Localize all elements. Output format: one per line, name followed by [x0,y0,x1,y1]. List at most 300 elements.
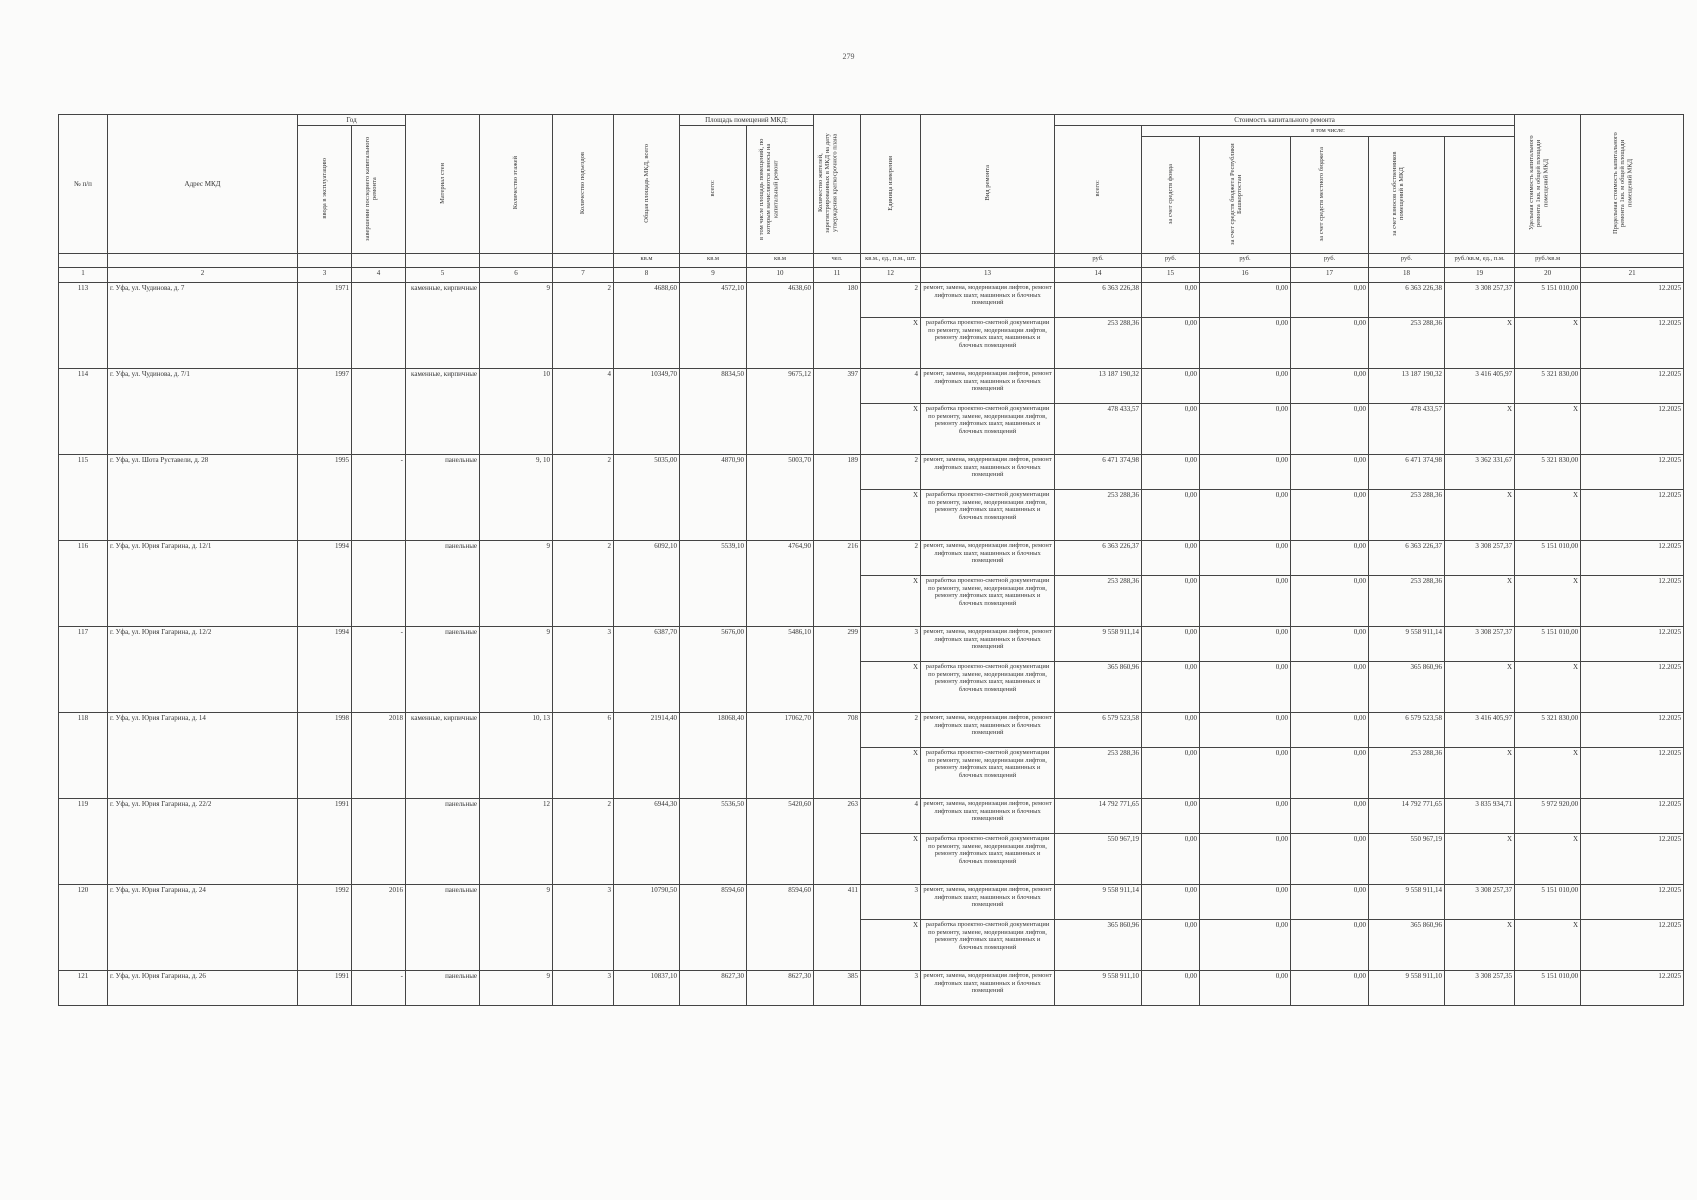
unit-cell [108,254,298,268]
cost-local: 0,00 [1291,541,1369,576]
work-qty: X [861,318,921,369]
cost-fund: 0,00 [1142,834,1200,885]
table-row [59,885,1684,920]
column-numbers-row [59,268,1684,283]
table-body [59,283,1684,1006]
completion-date: 12.2025 [1581,369,1684,404]
cost-owners: 253 288,36 [1369,490,1445,541]
row-residents: 385 [814,971,861,1006]
work-type: разработка проектно-сметной документации по ремонту, замене, модернизации лифтов, ремонту лифтовых шахт, машинных и блочных помещений [921,834,1055,885]
cost-republic: 0,00 [1200,369,1291,404]
cost-local: 0,00 [1291,369,1369,404]
cost-republic: 0,00 [1200,885,1291,920]
row-entrances: 3 [553,971,614,1006]
cost-republic: 0,00 [1200,404,1291,455]
row-area-all: 4870,90 [680,455,747,541]
cost-total: 9 558 911,10 [1055,971,1142,1006]
unit-cell: руб. [1055,254,1142,268]
cost-republic: 0,00 [1200,490,1291,541]
cost-local: 0,00 [1291,455,1369,490]
row-floors: 9 [480,885,553,971]
completion-date: 12.2025 [1581,748,1684,799]
row-floors: 12 [480,799,553,885]
work-type: ремонт, замена, модернизация лифтов, ремонт лифтовых шахт, машинных и блочных помещений [921,713,1055,748]
header-entrances: Количество подъездов [553,115,614,254]
cost-fund: 0,00 [1142,576,1200,627]
table-row [59,455,1684,490]
cost-local: 0,00 [1291,627,1369,662]
row-last-repair [352,369,406,455]
work-type: ремонт, замена, модернизация лифтов, ремонт лифтовых шахт, машинных и блочных помещений [921,627,1055,662]
row-entrances: 2 [553,541,614,627]
completion-date: 12.2025 [1581,576,1684,627]
repair-plan-table [58,114,1684,1006]
cost-local: 0,00 [1291,971,1369,1006]
row-total-area: 21914,40 [614,713,680,799]
row-area-fee: 5486,10 [747,627,814,713]
completion-date: 12.2025 [1581,885,1684,920]
work-qty: 2 [861,541,921,576]
cost-unit: 3 308 257,37 [1445,283,1515,318]
work-type: ремонт, замена, модернизация лифтов, ремонт лифтовых шахт, машинных и блочных помещений [921,541,1055,576]
row-last-repair [352,541,406,627]
cost-fund: 0,00 [1142,627,1200,662]
row-total-area: 5035,00 [614,455,680,541]
header-unit-measure: Единица измерения [861,115,921,254]
cost-republic: 0,00 [1200,713,1291,748]
cost-limit: X [1515,748,1581,799]
table-row [59,971,1684,1006]
completion-date: 12.2025 [1581,455,1684,490]
cost-unit: 3 362 331,67 [1445,455,1515,490]
completion-date: 12.2025 [1581,490,1684,541]
row-number: 115 [59,455,108,541]
row-floors: 9, 10 [480,455,553,541]
row-area-all: 18068,40 [680,713,747,799]
row-address: г. Уфа, ул. Юрия Гагарина, д. 26 [108,971,298,1006]
cost-republic: 0,00 [1200,627,1291,662]
row-number: 114 [59,369,108,455]
unit-cell [1581,254,1684,268]
cost-unit: X [1445,576,1515,627]
column-number-cell: 14 [1055,268,1142,283]
row-total-area: 6387,70 [614,627,680,713]
column-number-cell: 6 [480,268,553,283]
work-qty: X [861,748,921,799]
cost-fund: 0,00 [1142,283,1200,318]
cost-total: 6 579 523,58 [1055,713,1142,748]
row-material: каменные, кирпичные [406,369,480,455]
work-type: разработка проектно-сметной документации по ремонту, замене, модернизации лифтов, ремонту лифтовых шахт, машинных и блочных помещений [921,920,1055,971]
unit-cell: руб. [1142,254,1200,268]
header-cost-local: за счет средств местного бюджета [1291,137,1369,254]
row-year: 1992 [298,885,352,971]
cost-total: 9 558 911,14 [1055,627,1142,662]
unit-cell [480,254,553,268]
cost-republic: 0,00 [1200,748,1291,799]
work-type: разработка проектно-сметной документации по ремонту, замене, модернизации лифтов, ремонту лифтовых шахт, машинных и блочных помещений [921,662,1055,713]
cost-unit: X [1445,662,1515,713]
work-qty: X [861,834,921,885]
cost-total: 6 471 374,98 [1055,455,1142,490]
row-year: 1991 [298,799,352,885]
column-number-cell: 10 [747,268,814,283]
cost-total: 6 363 226,38 [1055,283,1142,318]
header-area-group: Площадь помещений МКД: [680,115,814,126]
cost-total: 253 288,36 [1055,318,1142,369]
work-qty: 3 [861,627,921,662]
row-material: каменные, кирпичные [406,713,480,799]
header-total-area: Общая площадь МКД, всего [614,115,680,254]
row-residents: 397 [814,369,861,455]
unit-cell: руб./кв.м [1515,254,1581,268]
cost-total: 13 187 190,32 [1055,369,1142,404]
column-number-cell: 13 [921,268,1055,283]
header-unit-cost: Удельная стоимость капитального ремонта 1кв. м общей площади помещений МКД [1515,115,1581,254]
row-year: 1971 [298,283,352,369]
header-area-all: всего: [680,126,747,254]
work-type: разработка проектно-сметной документации по ремонту, замене, модернизации лифтов, ремонту лифтовых шахт, машинных и блочных помещений [921,404,1055,455]
cost-fund: 0,00 [1142,662,1200,713]
completion-date: 12.2025 [1581,627,1684,662]
column-number-cell: 12 [861,268,921,283]
unit-cell [406,254,480,268]
cost-local: 0,00 [1291,318,1369,369]
row-total-area: 6092,10 [614,541,680,627]
cost-republic: 0,00 [1200,318,1291,369]
cost-fund: 0,00 [1142,748,1200,799]
cost-owners: 9 558 911,10 [1369,971,1445,1006]
cost-owners: 550 967,19 [1369,834,1445,885]
cost-fund: 0,00 [1142,713,1200,748]
cost-fund: 0,00 [1142,885,1200,920]
row-residents: 299 [814,627,861,713]
cost-unit: X [1445,748,1515,799]
cost-owners: 6 363 226,38 [1369,283,1445,318]
cost-unit: 3 835 934,71 [1445,799,1515,834]
column-number-cell: 1 [59,268,108,283]
row-area-fee: 4764,90 [747,541,814,627]
row-area-all: 8627,30 [680,971,747,1006]
cost-owners: 9 558 911,14 [1369,627,1445,662]
cost-owners: 6 363 226,37 [1369,541,1445,576]
work-qty: 4 [861,799,921,834]
cost-limit: 5 151 010,00 [1515,541,1581,576]
table-row [59,627,1684,662]
unit-cell: кв.м [747,254,814,268]
column-number-cell: 4 [352,268,406,283]
completion-date: 12.2025 [1581,318,1684,369]
row-area-all: 5676,00 [680,627,747,713]
work-qty: 2 [861,713,921,748]
work-type: разработка проектно-сметной документации по ремонту, замене, модернизации лифтов, ремонту лифтовых шахт, машинных и блочных помещений [921,490,1055,541]
row-area-fee: 17062,70 [747,713,814,799]
unit-cell [921,254,1055,268]
cost-local: 0,00 [1291,283,1369,318]
header-work-type: Вид ремонта [921,115,1055,254]
cost-total: 253 288,36 [1055,748,1142,799]
row-year: 1994 [298,627,352,713]
table-row [59,541,1684,576]
row-area-all: 4572,10 [680,283,747,369]
cost-republic: 0,00 [1200,834,1291,885]
work-qty: 3 [861,885,921,920]
cost-unit: X [1445,404,1515,455]
work-type: разработка проектно-сметной документации по ремонту, замене, модернизации лифтов, ремонту лифтовых шахт, машинных и блочных помещений [921,576,1055,627]
row-number: 120 [59,885,108,971]
completion-date: 12.2025 [1581,920,1684,971]
cost-local: 0,00 [1291,920,1369,971]
cost-owners: 253 288,36 [1369,318,1445,369]
cost-unit: 3 308 257,37 [1445,885,1515,920]
table-row [59,283,1684,318]
table-row [59,713,1684,748]
cost-local: 0,00 [1291,713,1369,748]
completion-date: 12.2025 [1581,283,1684,318]
row-address: г. Уфа, ул. Чудинова, д. 7/1 [108,369,298,455]
row-material: панельные [406,455,480,541]
work-qty: 2 [861,455,921,490]
work-qty: X [861,490,921,541]
column-number-cell: 19 [1445,268,1515,283]
cost-limit: 5 321 830,00 [1515,369,1581,404]
unit-cell: кв.м [680,254,747,268]
column-number-cell: 8 [614,268,680,283]
row-last-repair: - [352,627,406,713]
row-address: г. Уфа, ул. Юрия Гагарина, д. 12/2 [108,627,298,713]
row-residents: 708 [814,713,861,799]
work-type: ремонт, замена, модернизация лифтов, ремонт лифтовых шахт, машинных и блочных помещений [921,971,1055,1006]
unit-cell: чел. [814,254,861,268]
unit-cell [352,254,406,268]
cost-owners: 13 187 190,32 [1369,369,1445,404]
header-wall-material: Материал стен [406,115,480,254]
row-year: 1991 [298,971,352,1006]
column-number-cell: 15 [1142,268,1200,283]
row-address: г. Уфа, ул. Юрия Гагарина, д. 14 [108,713,298,799]
cost-republic: 0,00 [1200,455,1291,490]
cost-unit: 3 416 405,97 [1445,369,1515,404]
cost-republic: 0,00 [1200,971,1291,1006]
cost-limit: X [1515,920,1581,971]
work-qty: 4 [861,369,921,404]
completion-date: 12.2025 [1581,834,1684,885]
cost-unit: 3 308 257,37 [1445,541,1515,576]
cost-limit: 5 972 920,00 [1515,799,1581,834]
header-year-last-repair: завершение последнего капитального ремонта [352,126,406,254]
row-area-fee: 9675,12 [747,369,814,455]
work-type: разработка проектно-сметной документации по ремонту, замене, модернизации лифтов, ремонту лифтовых шахт, машинных и блочных помещений [921,748,1055,799]
cost-local: 0,00 [1291,748,1369,799]
cost-unit: 3 308 257,35 [1445,971,1515,1006]
header-year-group: Год [298,115,406,126]
row-material: панельные [406,799,480,885]
cost-owners: 365 860,96 [1369,920,1445,971]
row-number: 119 [59,799,108,885]
page-number: 279 [842,52,855,61]
row-address: г. Уфа, ул. Юрия Гагарина, д. 12/1 [108,541,298,627]
row-floors: 10 [480,369,553,455]
cost-total: 365 860,96 [1055,662,1142,713]
row-entrances: 2 [553,799,614,885]
work-type: ремонт, замена, модернизация лифтов, ремонт лифтовых шахт, машинных и блочных помещений [921,799,1055,834]
column-number-cell: 17 [1291,268,1369,283]
cost-limit: X [1515,662,1581,713]
header-cost-total: всего: [1055,126,1142,254]
unit-cell: руб. [1369,254,1445,268]
cost-total: 550 967,19 [1055,834,1142,885]
row-number: 117 [59,627,108,713]
unit-cell: руб./кв.м, ед., п.м. [1445,254,1515,268]
header-cost-fund: за счет средств фонда [1142,137,1200,254]
header-floors: Количество этажей [480,115,553,254]
row-year: 1995 [298,455,352,541]
unit-cell: кв.м [614,254,680,268]
row-area-all: 5536,50 [680,799,747,885]
row-area-fee: 5420,60 [747,799,814,885]
header-cost-republic: за счет средств бюджета Республики Башкортостан [1200,137,1291,254]
cost-fund: 0,00 [1142,490,1200,541]
header-no: № п/п [59,115,108,254]
cost-local: 0,00 [1291,404,1369,455]
work-type: ремонт, замена, модернизация лифтов, ремонт лифтовых шахт, машинных и блочных помещений [921,455,1055,490]
completion-date: 12.2025 [1581,541,1684,576]
cost-owners: 6 471 374,98 [1369,455,1445,490]
cost-fund: 0,00 [1142,799,1200,834]
row-last-repair: 2018 [352,713,406,799]
column-number-cell: 7 [553,268,614,283]
completion-date: 12.2025 [1581,971,1684,1006]
unit-cell [59,254,108,268]
row-residents: 216 [814,541,861,627]
row-residents: 411 [814,885,861,971]
row-last-repair: - [352,455,406,541]
cost-local: 0,00 [1291,834,1369,885]
row-area-all: 5539,10 [680,541,747,627]
cost-unit: X [1445,920,1515,971]
cost-owners: 478 433,57 [1369,404,1445,455]
cost-owners: 365 860,96 [1369,662,1445,713]
row-material: панельные [406,971,480,1006]
cost-total: 14 792 771,65 [1055,799,1142,834]
cost-limit: 5 151 010,00 [1515,283,1581,318]
header-address: Адрес МКД [108,115,298,254]
row-area-all: 8594,60 [680,885,747,971]
cost-republic: 0,00 [1200,799,1291,834]
row-number: 113 [59,283,108,369]
row-residents: 263 [814,799,861,885]
row-entrances: 3 [553,627,614,713]
column-number-cell: 18 [1369,268,1445,283]
cost-fund: 0,00 [1142,369,1200,404]
unit-cell [553,254,614,268]
cost-fund: 0,00 [1142,404,1200,455]
row-number: 118 [59,713,108,799]
cost-republic: 0,00 [1200,662,1291,713]
table-row [59,799,1684,834]
cost-limit: X [1515,576,1581,627]
cost-limit: 5 321 830,00 [1515,455,1581,490]
row-floors: 9 [480,541,553,627]
cost-local: 0,00 [1291,885,1369,920]
cost-owners: 253 288,36 [1369,748,1445,799]
completion-date: 12.2025 [1581,799,1684,834]
column-number-cell: 21 [1581,268,1684,283]
row-year: 1994 [298,541,352,627]
cost-total: 9 558 911,14 [1055,885,1142,920]
row-area-fee: 8594,60 [747,885,814,971]
row-total-area: 10837,10 [614,971,680,1006]
cost-limit: X [1515,404,1581,455]
row-total-area: 4688,60 [614,283,680,369]
cost-fund: 0,00 [1142,920,1200,971]
header-year-commissioning: ввода в эксплуатацию [298,126,352,254]
cost-republic: 0,00 [1200,541,1291,576]
cost-owners: 6 579 523,58 [1369,713,1445,748]
completion-date: 12.2025 [1581,662,1684,713]
row-entrances: 3 [553,885,614,971]
cost-total: 253 288,36 [1055,576,1142,627]
table-header [59,115,1684,283]
row-entrances: 2 [553,455,614,541]
row-total-area: 6944,30 [614,799,680,885]
header-cost-group: Стоимость капитального ремонта [1055,115,1515,126]
cost-unit: X [1445,490,1515,541]
header-limit-cost: Предельная стоимость капитального ремонта 1кв. м общей площади помещений МКД [1581,115,1684,254]
cost-limit: 5 151 010,00 [1515,627,1581,662]
work-qty: X [861,576,921,627]
work-qty: X [861,404,921,455]
cost-fund: 0,00 [1142,455,1200,490]
row-residents: 189 [814,455,861,541]
cost-limit: 5 151 010,00 [1515,971,1581,1006]
row-entrances: 2 [553,283,614,369]
units-row [59,254,1684,268]
row-area-all: 8834,50 [680,369,747,455]
row-entrances: 4 [553,369,614,455]
work-type: ремонт, замена, модернизация лифтов, ремонт лифтовых шахт, машинных и блочных помещений [921,885,1055,920]
work-type: разработка проектно-сметной документации по ремонту, замене, модернизации лифтов, ремонту лифтовых шахт, машинных и блочных помещений [921,318,1055,369]
row-last-repair: - [352,971,406,1006]
header-area-fee: в том числе площадь помещений, по которым начисляются взносы на капитальный ремонт [747,126,814,254]
row-address: г. Уфа, ул. Шота Руставели, д. 28 [108,455,298,541]
row-last-repair: 2016 [352,885,406,971]
completion-date: 12.2025 [1581,404,1684,455]
cost-limit: X [1515,318,1581,369]
work-type: ремонт, замена, модернизация лифтов, ремонт лифтовых шахт, машинных и блочных помещений [921,369,1055,404]
row-number: 116 [59,541,108,627]
row-last-repair [352,283,406,369]
cost-total: 6 363 226,37 [1055,541,1142,576]
row-address: г. Уфа, ул. Юрия Гагарина, д. 24 [108,885,298,971]
row-year: 1997 [298,369,352,455]
row-number: 121 [59,971,108,1006]
row-floors: 9 [480,283,553,369]
cost-owners: 14 792 771,65 [1369,799,1445,834]
cost-limit: 5 321 830,00 [1515,713,1581,748]
header-cost-owners: за счет взносов собственников помещений в МКД [1369,137,1445,254]
cost-local: 0,00 [1291,799,1369,834]
column-number-cell: 3 [298,268,352,283]
cost-unit: X [1445,834,1515,885]
work-type: ремонт, замена, модернизация лифтов, ремонт лифтовых шахт, машинных и блочных помещений [921,283,1055,318]
cost-republic: 0,00 [1200,283,1291,318]
cost-local: 0,00 [1291,490,1369,541]
cost-limit: X [1515,490,1581,541]
cost-unit: 3 308 257,37 [1445,627,1515,662]
work-qty: X [861,920,921,971]
column-number-cell: 20 [1515,268,1581,283]
